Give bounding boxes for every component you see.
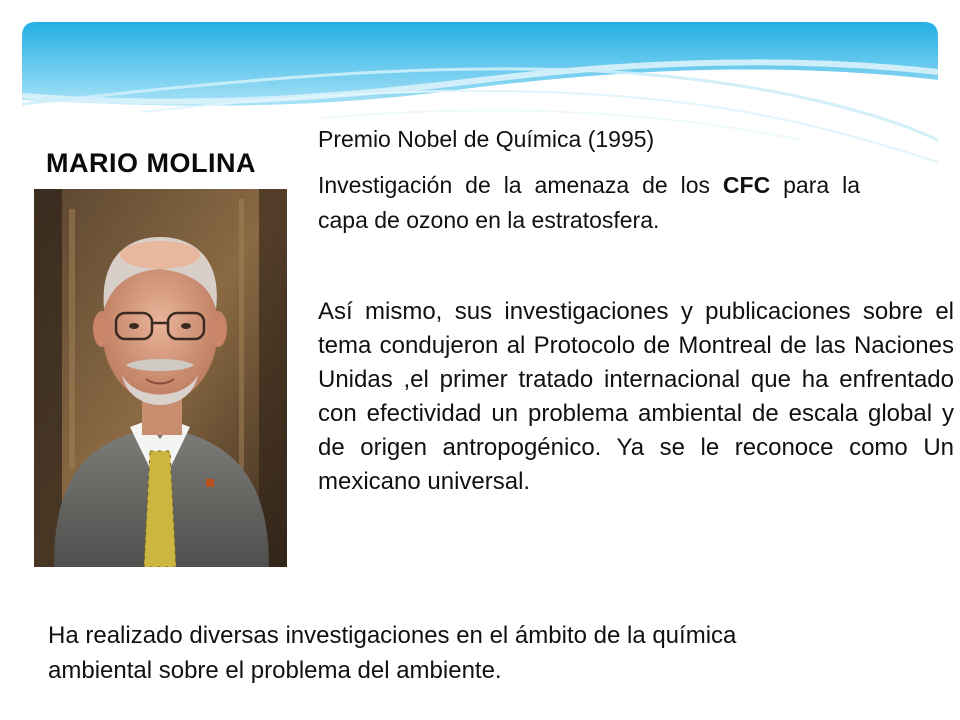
research-description — [318, 168, 860, 238]
portrait-photo — [34, 189, 287, 567]
nobel-prize-line: Premio Nobel de Química (1995) — [318, 126, 655, 152]
montreal-protocol-paragraph: Así mismo, sus investigaciones y publicaciones sobre el tema condujeron al Protocolo de Montreal de las Naciones Unidas ,el primer tratado internacional que ha enfrentado con efectividad un problema ambiental de escala global y de origen antropogénico. Ya se le reconoce como Un mexicano universal. — [318, 298, 954, 495]
cfc-term: CFC — [722, 172, 771, 198]
person-name: MARIO MOLINA — [46, 148, 256, 178]
environmental-chemistry-text: Ha realizado diversas investigaciones en el ámbito de la química ambiental sobre el problema del ambiente. — [48, 622, 737, 684]
research-text-part1: Investigación de la amenaza de los — [318, 172, 723, 198]
research-text-part2: para la capa de ozono en la estratosfera. — [318, 172, 860, 233]
